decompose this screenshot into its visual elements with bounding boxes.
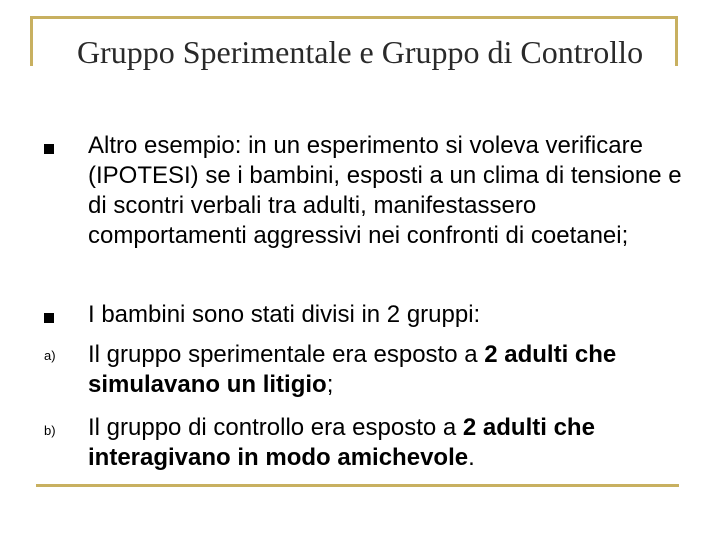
bullet-text-4-plain: Il gruppo di controllo era esposto a	[88, 414, 463, 441]
bullet-text-3-bold: 2 adulti che simulavano un litigio	[88, 341, 617, 398]
bullet-text-4	[88, 413, 688, 473]
frame-left-line	[30, 16, 33, 66]
bullet-square-icon	[44, 144, 54, 154]
frame-right-line	[675, 16, 678, 66]
bullet-text-4-bold: 2 adulti che interagivano in modo amichevole	[88, 414, 595, 471]
frame-bottom-line	[36, 484, 679, 487]
bullet-text-3-plain: Il gruppo sperimentale era esposto a	[88, 341, 485, 368]
bullet-letter-a: a)	[44, 348, 56, 363]
frame-top-line	[30, 16, 678, 19]
bullet-text-2: I bambini sono stati divisi in 2 gruppi:	[88, 301, 481, 328]
bullet-text-3-end: ;	[326, 371, 334, 398]
bullet-text-1: Altro esempio: in un esperimento si voleva verificare (IPOTESI) se i bambini, esposti a un clima di tensione e di scontri verbali tra adulti, manifestassero comportamenti aggressivi nei confronti di coetanei;	[88, 132, 682, 249]
slide-title: Gruppo Sperimentale e Gruppo di Controllo	[76, 34, 644, 70]
bullet-square-icon	[44, 313, 54, 323]
bullet-letter-b: b)	[44, 423, 56, 438]
bullet-text-3	[88, 340, 688, 400]
bullet-text-4-end: .	[468, 444, 475, 471]
